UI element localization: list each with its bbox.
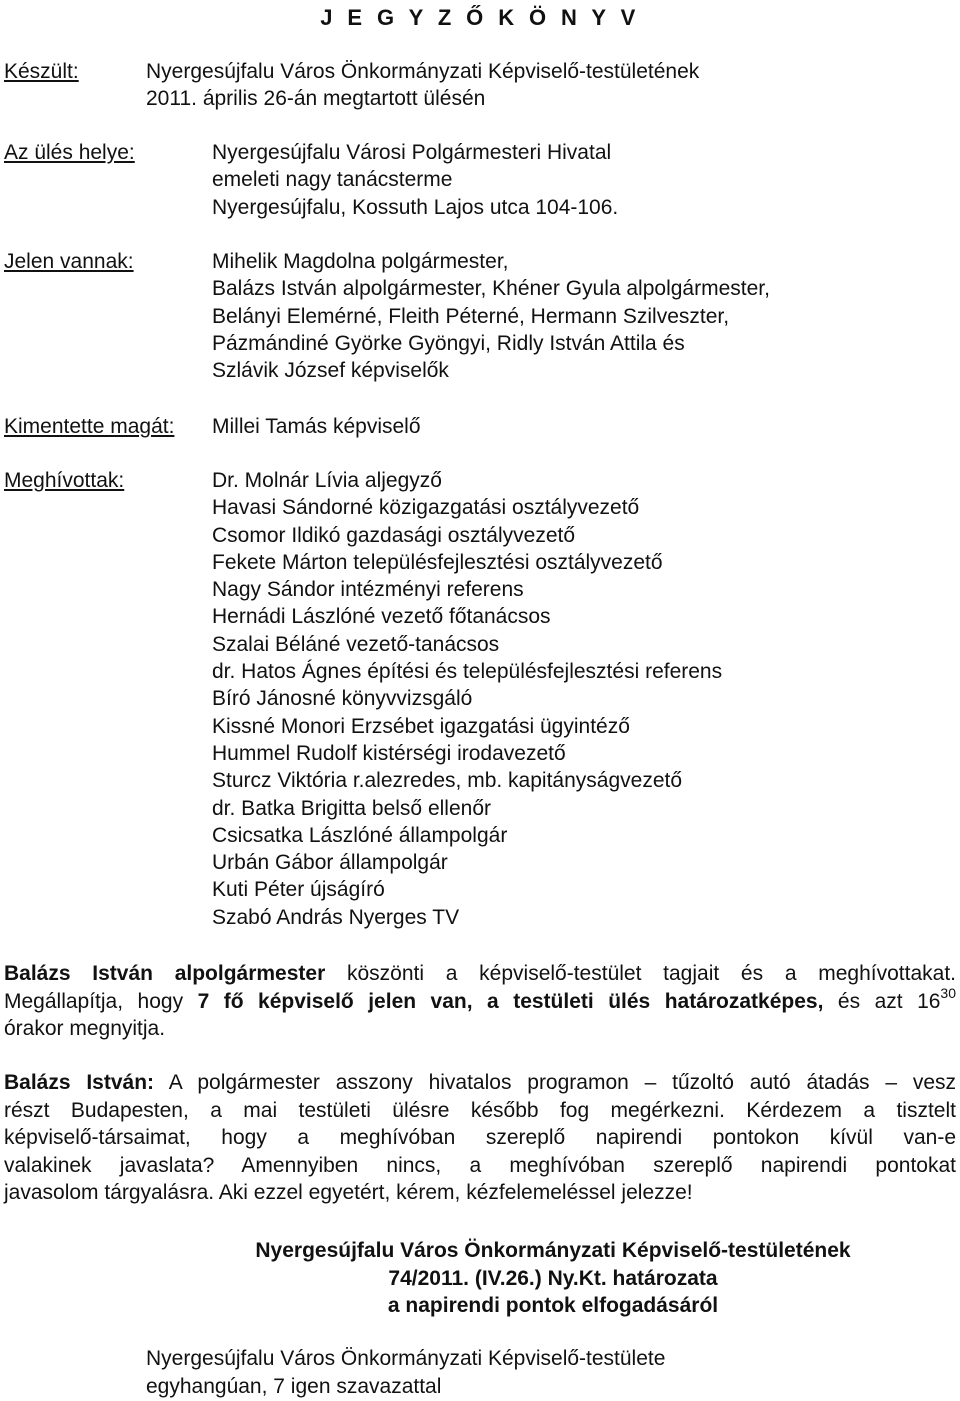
- ules-helye-value: [212, 139, 618, 221]
- invitee-line: Kuti Péter újságíró: [212, 878, 385, 902]
- attendee-line: Belányi Elemérné, Fleith Péterné, Hermann Szilveszter,: [212, 304, 730, 328]
- ules-helye-line: Nyergesújfalu, Kossuth Lajos utca 104-106.: [212, 195, 619, 219]
- opening-text: Megállapítja, hogy: [4, 989, 198, 1013]
- resolution-subject: a napirendi pontok elfogadásáról: [387, 1294, 719, 1317]
- resolution-heading: [0, 1237, 960, 1320]
- ules-helye-line: emeleti nagy tanácsterme: [212, 168, 453, 192]
- keszult-value: [146, 58, 699, 113]
- opening-line: [4, 984, 956, 1016]
- opening-paragraph: [4, 960, 956, 1043]
- invitee-line: Kissné Monori Erzsébet igazgatási ügyintéző: [212, 714, 630, 738]
- meghivottak-label: Meghívottak:: [4, 469, 125, 492]
- ules-helye-line: Nyergesújfalu Városi Polgármesteri Hivatal: [212, 141, 612, 164]
- resolution-line: Nyergesújfalu Város Önkormányzati Képviselő-testületének: [255, 1239, 851, 1262]
- speech-line: javasolom tárgyalásra. Aki ezzel egyetért, kérem, kézfelemeléssel jelezze!: [4, 1181, 693, 1204]
- attendee-line: Balázs István alpolgármester, Khéner Gyula alpolgármester,: [212, 277, 770, 301]
- invitee-line: Szalai Béláné vezető-tanácsos: [212, 632, 500, 656]
- quorum-statement: 7 fő képviselő jelen van, a testületi ülés határozatképes,: [197, 989, 824, 1013]
- invitee-line: Szabó András Nyerges TV: [212, 905, 460, 929]
- document-title: J E G Y Z Ő K Ö N Y V: [320, 5, 640, 30]
- opening-line: órakor megnyitja.: [4, 1017, 166, 1040]
- vote-line: egyhangúan, 7 igen szavazattal: [146, 1375, 442, 1398]
- attendee-line: Pázmándiné Györke Gyöngyi, Ridly István Attila és: [212, 331, 685, 355]
- invitee-line: Urbán Gábor állampolgár: [212, 851, 448, 875]
- speech-line: képviselő-társaimat, hogy a meghívóban szereplő napirendi pontokon kívül van-e: [4, 1126, 956, 1149]
- opening-text: köszönti a képviselő-testület tagjait és a meghívottakat.: [325, 962, 956, 985]
- keszult-line: 2011. április 26-án megtartott ülésén: [146, 87, 486, 111]
- invitee-line: Fekete Márton településfejlesztési osztályvezető: [212, 550, 663, 574]
- invitee-line: Bíró Jánosné könyvvizsgáló: [212, 687, 473, 711]
- invitee-line: dr. Batka Brigitta belső ellenőr: [212, 796, 491, 820]
- speech-line: valakinek javaslata? Amennyiben nincs, a meghívóban szereplő napirendi pontokat: [4, 1153, 956, 1177]
- meghivottak-list: [212, 467, 722, 931]
- vote-line: Nyergesújfalu Város Önkormányzati Képviselő-testülete: [146, 1347, 666, 1370]
- invitee-line: Havasi Sándorné közigazgatási osztályvezető: [212, 496, 640, 520]
- opening-line: [4, 960, 956, 988]
- speech-line: [4, 1069, 956, 1097]
- attendee-line: Szlávik József képviselők: [212, 359, 449, 383]
- keszult-line: Nyergesújfalu Város Önkormányzati Képviselő-testületének: [146, 60, 700, 83]
- invitee-line: dr. Hatos Ágnes építési és településfejlesztési referens: [212, 660, 723, 684]
- keszult-label: Készült:: [4, 60, 79, 83]
- vote-block: [146, 1345, 665, 1401]
- kimentette-label: Kimentette magát:: [4, 415, 175, 438]
- invitee-line: Hummel Rudolf kistérségi irodavezető: [212, 741, 566, 765]
- opening-text: és azt 16: [823, 989, 941, 1013]
- ules-helye-label: Az ülés helye:: [4, 141, 135, 164]
- invitee-line: Csicsatka Lászlóné állampolgár: [212, 823, 508, 847]
- speech-paragraph: [4, 1069, 956, 1207]
- opening-speaker: Balázs István alpolgármester: [4, 962, 326, 985]
- resolution-number: 74/2011. (IV.26.) Ny.Kt. határozata: [388, 1266, 718, 1290]
- speech-line: részt Budapesten, a mai testületi ülésre később fog megérkezni. Kérdezem a tisztelt: [4, 1098, 956, 1122]
- invitee-line: Csomor Ildikó gazdasági osztályvezető: [212, 523, 576, 547]
- speech-text: A polgármester asszony hivatalos programon – tűzoltó autó átadás – vesz: [154, 1071, 957, 1094]
- kimentette-value: Millei Tamás képviselő: [212, 415, 421, 438]
- speech-speaker: Balázs István:: [4, 1071, 155, 1094]
- attendee-line: Mihelik Magdolna polgármester,: [212, 250, 509, 273]
- invitee-line: Hernádi Lászlóné vezető főtanácsos: [212, 605, 551, 629]
- invitee-line: Nagy Sándor intézményi referens: [212, 578, 524, 602]
- opening-time-minutes: 30: [940, 984, 956, 1001]
- invitee-line: Sturcz Viktória r.alezredes, mb. kapitányságvezető: [212, 769, 683, 793]
- invitee-line: Dr. Molnár Lívia aljegyző: [212, 469, 442, 492]
- jelen-vannak-label: Jelen vannak:: [4, 250, 134, 273]
- jelen-vannak-value: [212, 248, 770, 384]
